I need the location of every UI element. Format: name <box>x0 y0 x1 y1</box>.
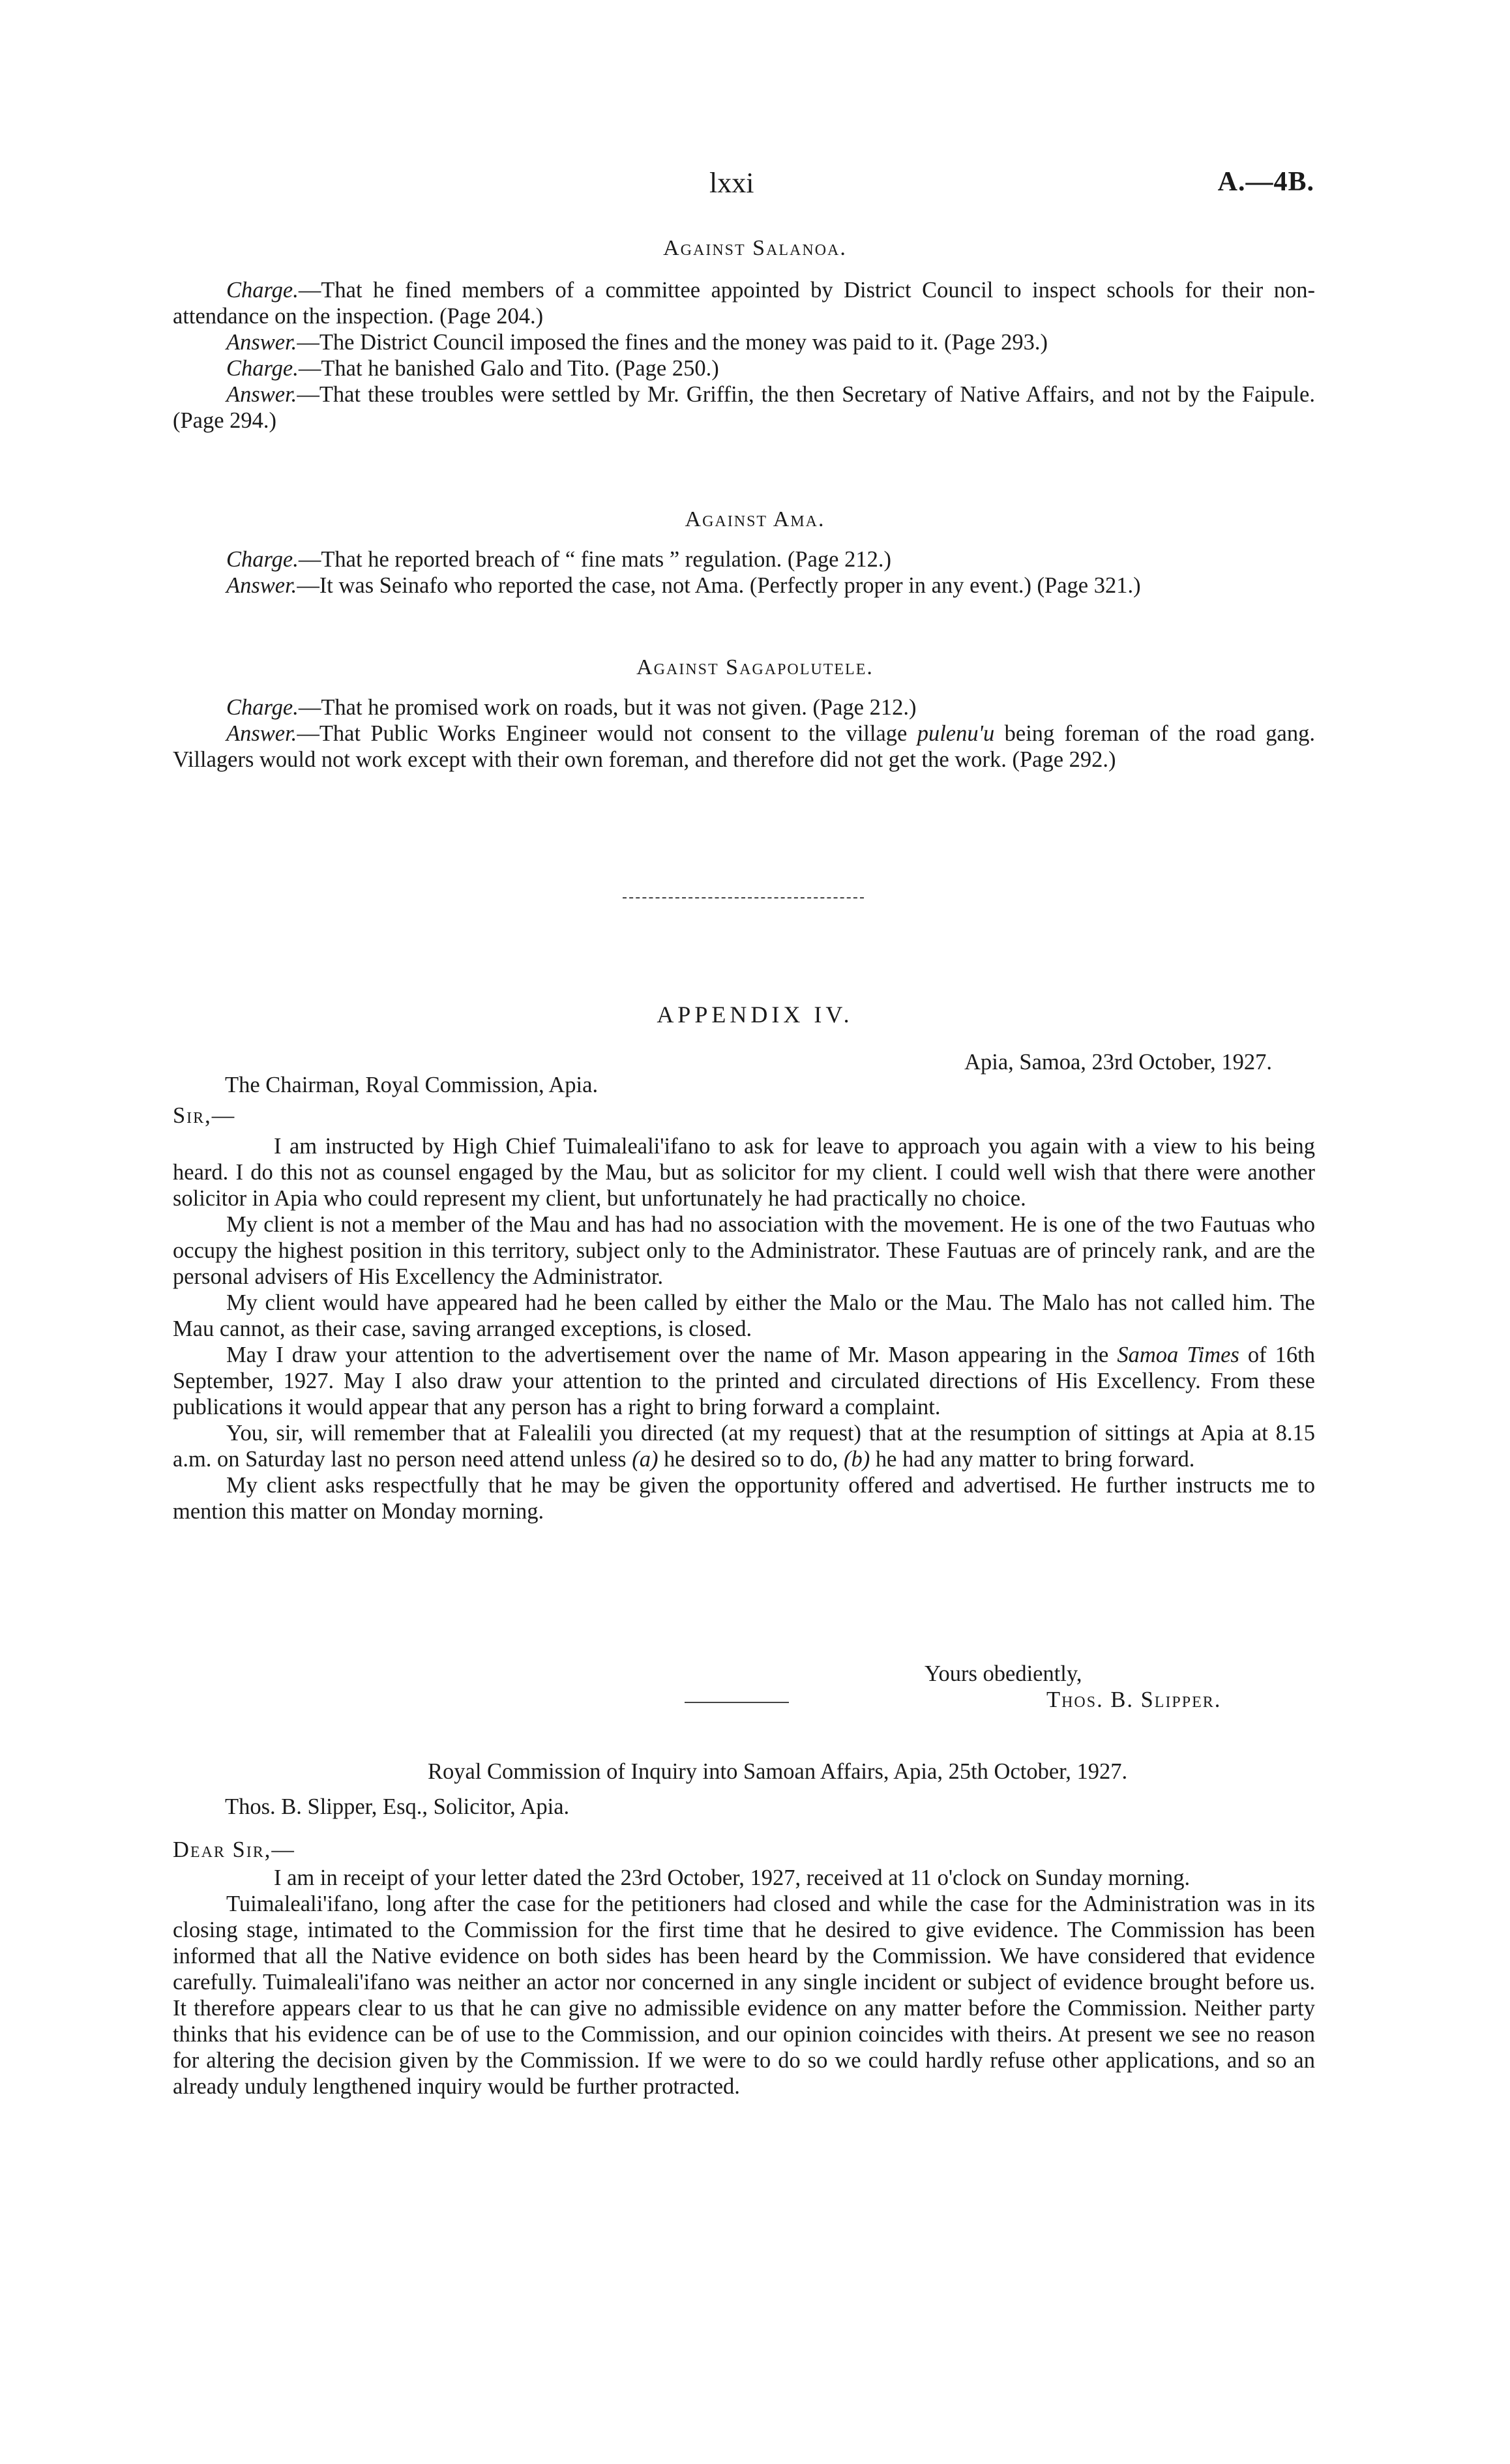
heading-against-sagapolutele: Against Sagapolutele. <box>636 655 874 679</box>
letter1-place-date: Apia, Samoa, 23rd October, 1927. <box>964 1050 1272 1075</box>
letter1-paragraph-4: May I draw your attention to the advertisement over the name of Mr. Mason appearing in the Samoa Times of 16th September, 1927. May I also draw your attention to the printed and circulated directions of His Excellency. From these publications it would appear that any person has a right to bring forward a complaint. <box>173 1343 1316 1419</box>
letter1-salutation: Sir,— <box>173 1103 236 1128</box>
letter1-closing: Yours obediently, <box>925 1661 1082 1686</box>
salanoa-charge-2: Charge.—That he banished Galo and Tito. (Page 250.) <box>226 356 719 381</box>
ama-answer: Answer.—It was Seinafo who reported the case, not Ama. (Perfectly proper in any event.) (Page 321.) <box>226 573 1141 598</box>
sagapolutele-charge: Charge.—That he promised work on roads, but it was not given. (Page 212.) <box>226 695 917 720</box>
letter1-paragraph-1: I am instructed by High Chief Tuimaleali'ifano to ask for leave to approach you again with a view to his being heard. I do this not as counsel engaged by the Mau, but as solicitor for my client. I could well wish that there were another solicitor in Apia who could represent my client, but unfortunately he had practically no choice. <box>173 1134 1315 1211</box>
ama-charge: Charge.—That he reported breach of “ fine mats ” regulation. (Page 212.) <box>226 547 891 572</box>
letter2-body <box>173 1865 1315 2100</box>
heading-against-salanoa: Against Salanoa. <box>663 236 847 260</box>
page-folio: lxxi <box>709 167 754 199</box>
section-ama <box>173 546 1315 599</box>
letter1-paragraph-2: My client is not a member of the Mau and has had no association with the movement. He is one of the two Fautuas who occupy the highest position in this territory, subject only to the Administrator. These Fautuas are of princely rank, and are the personal advisers of His Excellency the Administrator. <box>173 1212 1315 1289</box>
letter2-addressee: Thos. B. Slipper, Esq., Solicitor, Apia. <box>225 1794 570 1819</box>
appendix-title: APPENDIX IV. <box>657 1002 853 1028</box>
section-sagapolutele <box>173 694 1315 773</box>
document-reference: A.—4B. <box>1217 167 1314 197</box>
letter1-signature: Thos. B. Slipper. <box>1046 1687 1222 1712</box>
letter1-addressee: The Chairman, Royal Commission, Apia. <box>225 1073 599 1097</box>
salanoa-charge-1: Charge.—That he fined members of a committee appointed by District Council to inspect schools for their non-attendance on the inspection. (Page 204.) <box>173 278 1315 329</box>
letter2-place-date: Royal Commission of Inquiry into Samoan Affairs, Apia, 25th October, 1927. <box>428 1759 1128 1784</box>
section-salanoa <box>173 277 1315 434</box>
letter2-paragraph-2: Tuimaleali'ifano, long after the case for the petitioners had closed and while the case for the Administration was in its closing stage, intimated to the Commission for the first time that he desired to give evidence. The Commission has been informed that all the Native evidence on both sides has been heard by the Commission. We have considered that evidence carefully. Tuimaleali'ifano was neither an actor nor concerned in any single incident or subject of evidence brought before us. It therefore appears clear to us that he can give no admissible evidence on any matter before the Commission. Neither party thinks that his evidence can be of use to the Commission, and our opinion coincides with theirs. At present we see no reason for altering the decision given by the Commission. If we were to do so we could hardly refuse other applications, and so an already unduly lengthened inquiry would be further protracted. <box>173 1892 1315 2099</box>
heading-against-ama: Against Ama. <box>685 507 825 531</box>
letter1-body <box>173 1133 1315 1524</box>
letter2-salutation: Dear Sir,— <box>173 1837 295 1862</box>
letter1-paragraph-6: My client asks respectfully that he may be given the opportunity offered and advertised. He further instructs me to mention this matter on Monday morning. <box>173 1473 1315 1524</box>
section-divider <box>623 897 864 898</box>
signature-rule <box>685 1702 789 1703</box>
letter1-paragraph-5: You, sir, will remember that at Falealili you directed (at my request) that at the resumption of sittings at Apia at 8.15 a.m. on Saturday last no person need attend unless (a) he desired so to do, (b) he had any matter to bring forward. <box>173 1421 1315 1472</box>
letter2-paragraph-1: I am in receipt of your letter dated the 23rd October, 1927, received at 11 o'clock on Sunday morning. <box>274 1865 1191 1890</box>
sagapolutele-answer: Answer.—That Public Works Engineer would not consent to the village pulenu'u being foreman of the road gang. Villagers would not work except with their own foreman, and therefore did not get the work. (Page 292.) <box>173 721 1315 772</box>
salanoa-answer-2: Answer.—That these troubles were settled by Mr. Griffin, the then Secretary of Native Affairs, and not by the Faipule. (Page 294.) <box>173 382 1315 433</box>
salanoa-answer-1: Answer.—The District Council imposed the fines and the money was paid to it. (Page 293.) <box>226 330 1048 355</box>
letter1-paragraph-3: My client would have appeared had he been called by either the Malo or the Mau. The Malo has not called him. The Mau cannot, as their case, saving arranged exceptions, is closed. <box>173 1290 1315 1341</box>
